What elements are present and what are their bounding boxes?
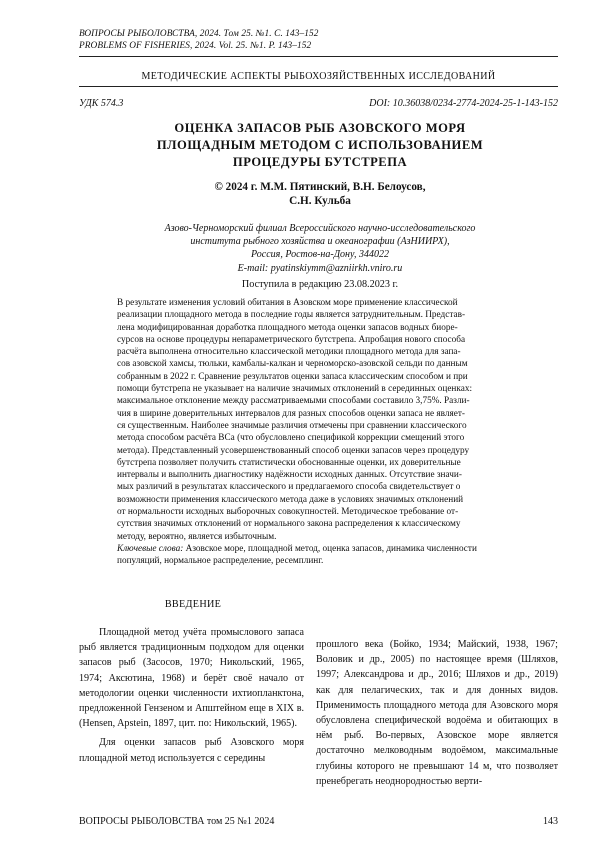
keywords [117,543,555,555]
article-title [100,120,540,171]
abstract-line: расчёта выполнена относительно классической методики площадного метода для запа- [117,347,461,358]
abstract-line: лена модифицированная доработка площадного метода оценки запасов водных биоре- [117,322,458,333]
page-number: 143 [543,816,558,827]
keywords-continued: популяций, нормальное распределение, ресемплинг. [117,556,324,567]
article-authors [100,180,540,208]
keywords-text: Азовское море, площадной метод, оценка запасов, динамика численности [183,543,477,554]
author-email[interactable]: E-mail: pyatinskiymm@azniirkh.vniro.ru [237,262,403,274]
header-rule [79,56,558,57]
intro-paragraph: прошлого века (Бойко, 1934; Майский, 1938, 1967; Воловик и др., 2005) по настоящее время (Шляхов, 1997; Александрова и др., 2016; Шляхов и др., 2019) как для пелагических, так и для донных видов. Применимость площадного метода для Азовского моря обусловлена специфической водоёма и обитающих в нём рыб. Во-первых, Азовское море является достаточно мелководным водоёмом, максимальные глубины которого не превышают 14 м, что позволяет пренебрегать неоднородностью верти- [316,639,558,787]
abstract-line: чия в ширине доверительных интервалов для разных способов оценки запаса не являет- [117,408,466,419]
abstract-line: сутствия значимых отклонений от нормального закона распределения к классическому [117,519,461,530]
title-line: ОЦЕНКА ЗАПАСОВ РЫБ АЗОВСКОГО МОРЯ [174,121,466,135]
affiliation-line: института рыбного хозяйства и океанографии (АзНИИРХ), [190,236,450,248]
udk-code: УДК 574.3 [79,98,124,109]
abstract-line: собранным в 2022 г. Сравнение результатов оценки запаса классическим способом и при [117,371,468,382]
title-line: ПРОЦЕДУРЫ БУТСТРЕПА [232,155,408,169]
authors-line: С.Н. Кульба [289,195,351,207]
abstract-line: реализации площадного метода в последние годы является затруднительным. Представ- [117,310,466,321]
intro-paragraph: Для оценки запасов рыб Азовского моря площадной метод используется с середины [79,737,304,764]
intro-heading: ВВЕДЕНИЕ [164,599,222,610]
abstract-line: интервалы и выполнить диагностику надёжности исходных данных. Отсутствие значи- [117,470,462,481]
abstract-line: сурсов на основе процедуры непараметрического бутстрепа. Апробация нового способа [117,334,466,345]
abstract-line: ся существенным. Наиболее значимые различия отмечены при сравнении классического [117,420,467,431]
affiliation-line: Россия, Ростов-на-Дону, 344022 [251,249,389,261]
abstract-line: бутстрепа позволяет получить статистически обоснованные оценки, их доверительные [117,457,461,468]
doi-link[interactable]: DOI: 10.36038/0234-2774-2024-25-1-143-152 [369,98,558,109]
title-line: ПЛОЩАДНЫМ МЕТОДОМ С ИСПОЛЬЗОВАНИЕМ [156,138,484,152]
author-affiliation [100,222,540,275]
affiliation-line: Азово-Черноморский филиал Всероссийского научно-исследовательского [164,223,476,234]
abstract-line: методу, вероятно, является избыточным. [117,531,277,542]
authors-line: © 2024 г. М.М. Пятинский, В.Н. Белоусов, [214,181,426,193]
abstract-line: помощи бутстрепа не указывает на наличие значимых отклонений в серединных оценках: [117,384,473,395]
abstract [117,297,555,568]
abstract-line: метода). Представленный усовершенствованный способ оценки запасов через процедуру [117,445,470,456]
received-date: Поступила в редакцию 23.08.2023 г. [241,279,399,290]
keywords-label: Ключевые слова: [117,543,184,554]
footer-journal: ВОПРОСЫ РЫБОЛОВСТВА том 25 №1 2024 [79,816,275,827]
abstract-line: от нормальности исходных выборочных совокупностей. Методическое требование от- [117,507,459,518]
intro-left-column [79,625,304,766]
abstract-line: мых различий в результатах классического и предлагаемого способа свидетельствует о [117,482,461,493]
running-header-ru: ВОПРОСЫ РЫБОЛОВСТВА, 2024. Том 25. №1. С. 143–152 [79,29,319,39]
abstract-line: сов азовской хамсы, тюльки, камбалы-калкан и черноморско-азовской сельди по данным [117,359,468,370]
intro-right-column [316,637,558,789]
abstract-line: метода способом расчёта ВСа (что обусловлено спецификой коррекции смещений этого [117,433,465,444]
running-header-en: PROBLEMS OF FISHERIES, 2024. Vol. 25. №1. P. 143–152 [79,41,312,51]
abstract-line: В результате изменения условий обитания в Азовском море применение классической [117,298,458,308]
section-rule [79,86,558,87]
abstract-line: максимальное отклонение между рассматриваемыми способами составило 3,75%. Разли- [117,396,470,407]
section-title: МЕТОДИЧЕСКИЕ АСПЕКТЫ РЫБОХОЗЯЙСТВЕННЫХ ИССЛЕДОВАНИЙ [141,71,496,82]
intro-paragraph: Площадной метод учёта промыслового запаса рыб является традиционным подходом для оценки запасов рыб (Засосов, 1970; Никольский, 1965, 1974; Аксютина, 1968) и берёт своё начало от методологии оценки численности ихтиопланктона, предложенной Гензеном и Апштейном еще в XIX в. (Hensen, Apstein, 1897, цит. по: Никольский, 1965). [79,627,304,730]
abstract-line: возможности применения классического метода даже в условиях значимых отклонений [117,494,464,505]
